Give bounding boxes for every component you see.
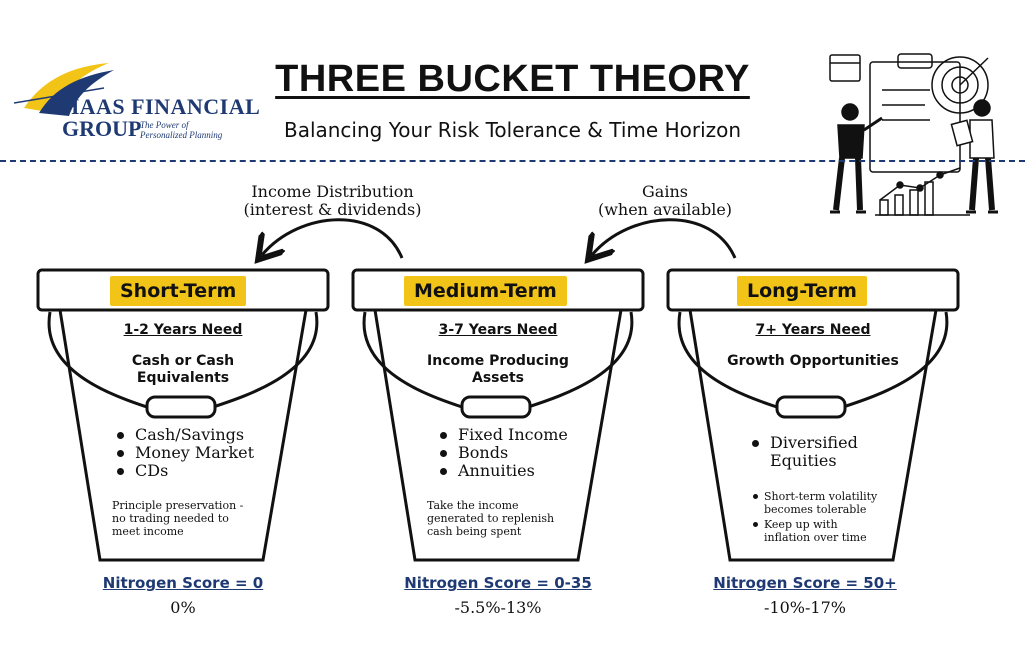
flow-gains-line-2: (when available) [597,200,733,219]
nitrogen-score-short-term: Nitrogen Score = 0 [102,574,264,592]
bucket-desc-short-term [103,353,263,387]
bucket-notes-long-term [752,490,882,546]
bucket-desc-short-term-1: Cash or Cash [131,353,235,369]
bucket-label-short-term-text: Short-Term [110,276,246,306]
bucket-desc-long-term: Growth Opportunities [727,353,899,369]
list-item: Bonds [438,444,598,462]
list-item: Cash/Savings [115,426,275,444]
arrow-gains [592,220,735,258]
list-item-text: Equities [770,451,837,470]
page-subtitle: Balancing Your Risk Tolerance & Time Horizon [283,118,742,142]
bucket-note-medium-term: Take the income generated to replenish cash being spent [427,499,555,538]
list-item: Fixed Income [438,426,598,444]
bucket-label-long-term-text: Long-Term [737,276,867,306]
bucket-need-medium-term: 3-7 Years Need [438,322,558,338]
bucket-label-long-term [737,276,867,306]
logo-tagline-1: The Power of [140,120,189,130]
bucket-label-medium-term-text: Medium-Term [404,276,567,306]
bucket-label-medium-term [404,276,567,306]
bucket-need-long-term: 7+ Years Need [755,322,871,338]
list-item [750,434,900,470]
bucket-items-long-term [750,434,900,470]
arrow-income-distribution [262,220,402,258]
return-range-medium-term: -5.5%-13% [454,598,542,617]
bucket-desc-medium-term-2: Assets [471,370,525,386]
bucket-label-short-term [110,276,246,306]
return-range-short-term: 0% [170,598,196,617]
nitrogen-score-medium-term: Nitrogen Score = 0-35 [404,574,592,592]
list-item-text: Diversified [770,433,858,452]
list-item: Short-term volatility becomes tolerable [752,490,882,516]
flow-income-line-2: (interest & dividends) [243,200,422,219]
bucket-desc-short-term-2: Equivalents [136,370,230,386]
flow-gains-line-1: Gains [642,182,688,201]
nitrogen-score-long-term: Nitrogen Score = 50+ [713,574,897,592]
return-range-long-term: -10%-17% [764,598,846,617]
bucket-items-short-term [115,426,275,480]
bucket-desc-medium-term [408,353,588,387]
logo-line-1: HAAS FINANCIAL [62,94,261,119]
bucket-items-medium-term [438,426,598,480]
list-item: CDs [115,462,275,480]
list-item: Money Market [115,444,275,462]
logo-tagline-2: Personalized Planning [140,130,223,140]
list-item: Annuities [438,462,598,480]
flow-income-line-1: Income Distribution [251,182,414,201]
list-item: Keep up with inflation over time [752,518,882,544]
bucket-desc-medium-term-1: Income Producing [427,353,569,369]
logo-line-2: GROUP [62,116,142,141]
page-title-text: THREE BUCKET THEORY [275,58,750,100]
bucket-need-short-term: 1-2 Years Need [123,322,243,338]
bucket-note-short-term: Principle preservation - no trading needed to meet income [112,499,244,538]
